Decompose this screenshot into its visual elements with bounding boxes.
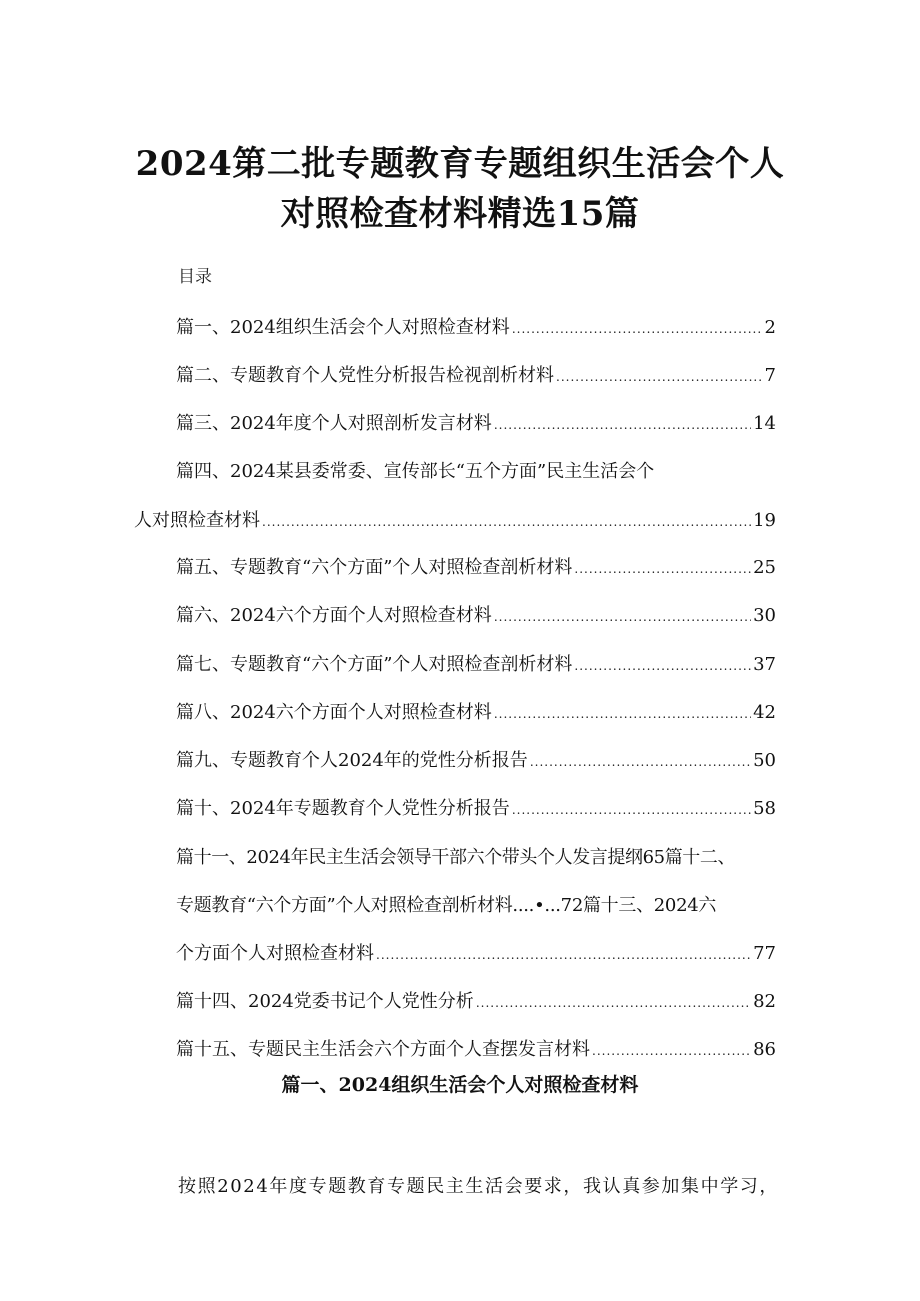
toc-entry-page: 37: [753, 654, 776, 675]
toc-entry-text: 篇三、2024年度个人对照剖析发言材料: [176, 413, 492, 434]
toc-entry[interactable]: [176, 650, 776, 676]
toc-merged-line-2[interactable]: 专题教育“六个方面”个人对照检查剖析材料....•...72篇十三、2024六: [176, 895, 717, 916]
toc-entry-page: 77: [753, 943, 776, 964]
toc-entry-page: 86: [753, 1039, 776, 1060]
toc-leader-dots: [376, 948, 751, 962]
toc-entry[interactable]: [176, 698, 776, 724]
toc-leader-dots: [494, 610, 751, 624]
toc-leader-dots: [512, 803, 751, 817]
section-title: 篇一、2024组织生活会个人对照检查材料: [281, 1074, 639, 1096]
toc-entry[interactable]: [134, 506, 776, 532]
toc-entry[interactable]: [176, 987, 776, 1013]
toc-entry-text-line-1[interactable]: 篇四、2024某县委常委、宣传部长“五个方面”民主生活会个: [176, 461, 655, 482]
toc-entry[interactable]: [176, 939, 776, 965]
toc-entry-page: 14: [753, 413, 776, 434]
toc-entry[interactable]: [176, 746, 776, 772]
toc-entry-page: 19: [753, 510, 776, 531]
toc-leader-dots: [530, 755, 751, 769]
toc-entry-text: 篇十四、2024党委书记个人党性分析: [176, 991, 474, 1012]
toc-merged-line-1[interactable]: 篇十一、2024年民主生活会领导干部六个带头个人发言提纲65篇十二、: [176, 847, 736, 868]
toc-entry-text: 篇九、专题教育个人2024年的党性分析报告: [176, 750, 528, 771]
toc-label: 目录: [178, 267, 212, 287]
toc-entry-text: 篇八、2024六个方面个人对照检查材料: [176, 702, 492, 723]
toc-entry-text: 篇七、专题教育“六个方面”个人对照检查剖析材料: [176, 654, 573, 675]
toc-leader-dots: [494, 418, 751, 432]
toc-entry[interactable]: [176, 313, 776, 339]
toc-entry-page: 30: [753, 605, 776, 626]
toc-leader-dots: [574, 659, 751, 673]
toc-entry[interactable]: [176, 794, 776, 820]
toc-entry[interactable]: [176, 601, 776, 627]
toc-entry-text: 个方面个人对照检查材料: [176, 943, 374, 964]
toc-entry[interactable]: [176, 1035, 776, 1061]
toc-entry-text: 篇一、2024组织生活会个人对照检查材料: [176, 317, 510, 338]
document-title-line-1: 2024第二批专题教育专题组织生活会个人: [135, 144, 785, 184]
toc-entry-page: 25: [753, 557, 776, 578]
toc-entry-page: 58: [753, 798, 776, 819]
toc-entry-text: 篇六、2024六个方面个人对照检查材料: [176, 605, 492, 626]
document-title-line-2: 对照检查材料精选15篇: [280, 194, 640, 234]
toc-leader-dots: [262, 515, 751, 529]
toc-entry-text: 篇十、2024年专题教育个人党性分析报告: [176, 798, 510, 819]
toc-leader-dots: [592, 1044, 751, 1058]
toc-entry[interactable]: [176, 361, 776, 387]
body-paragraph: 按照2024年度专题教育专题民主生活会要求，我认真参加集中学习，: [178, 1176, 780, 1197]
toc-entry-text: 篇五、专题教育“六个方面”个人对照检查剖析材料: [176, 557, 573, 578]
toc-entry-page: 42: [753, 702, 776, 723]
toc-leader-dots: [476, 996, 751, 1010]
toc-leader-dots: [512, 322, 763, 336]
toc-entry-page: 50: [753, 750, 776, 771]
toc-entry-page: 82: [753, 991, 776, 1012]
toc-entry[interactable]: [176, 409, 776, 435]
toc-entry-text-line-2: 人对照检查材料: [134, 510, 260, 531]
toc-entry-page: 2: [764, 317, 776, 338]
toc-entry-page: 7: [764, 365, 776, 386]
toc-leader-dots: [574, 562, 751, 576]
toc-entry-text: 篇二、专题教育个人党性分析报告检视剖析材料: [176, 365, 554, 386]
toc-leader-dots: [556, 370, 763, 384]
toc-entry[interactable]: [176, 553, 776, 579]
toc-leader-dots: [494, 707, 751, 721]
toc-entry-text: 篇十五、专题民主生活会六个方面个人查摆发言材料: [176, 1039, 590, 1060]
